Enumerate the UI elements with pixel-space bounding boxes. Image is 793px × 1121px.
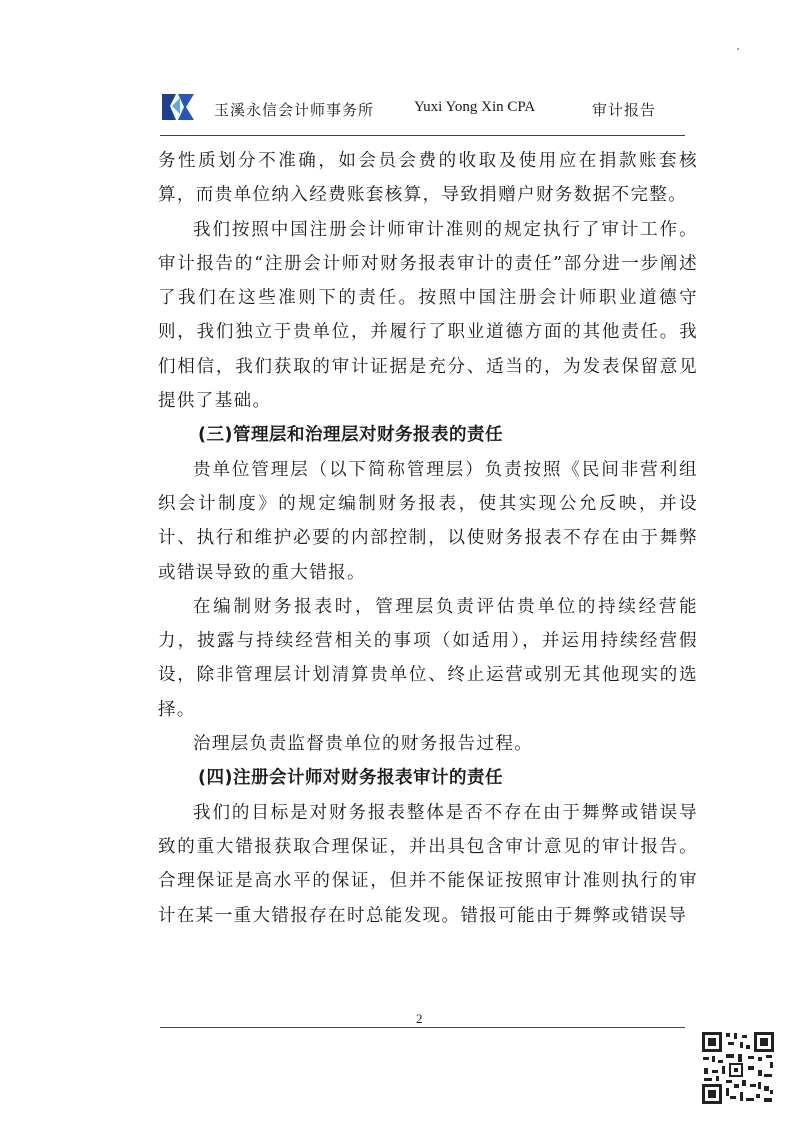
- scan-speck: [737, 48, 739, 50]
- document-type: 审计报告: [592, 101, 657, 119]
- firm-name-en: Yuxi Yong Xin CPA: [414, 99, 536, 115]
- page-header: [160, 92, 685, 138]
- page-number: 2: [416, 1011, 423, 1026]
- document-body: [158, 144, 698, 933]
- qr-code-icon: [700, 1030, 776, 1106]
- paragraph: 贵单位管理层（以下简称管理层）负责按照《民间非营利组织会计制度》的规定编制财务报表，使其实现公允反映，并设计、执行和维护必要的内部控制，以使财务报表不存在由于舞弊或错误导致的重大错报。: [158, 459, 698, 583]
- paragraph: 在编制财务报表时，管理层负责评估贵单位的持续经营能力，披露与持续经营相关的事项（如适用），并运用持续经营假设，除非管理层计划清算贵单位、终止运营或别无其他现实的选择。: [158, 596, 698, 720]
- header-rule: [160, 135, 685, 136]
- section-heading: (四)注册会计师对财务报表审计的责任: [198, 768, 503, 789]
- footer-rule: [160, 1027, 685, 1028]
- firm-name-cn: 玉溪永信会计师事务所: [214, 101, 375, 119]
- paragraph: 治理层负责监督贵单位的财务报告过程。: [193, 734, 534, 755]
- paragraph: 我们的目标是对财务报表整体是否不存在由于舞弊或错误导致的重大错报获取合理保证，并出具包含审计意见的审计报告。合理保证是高水平的保证，但并不能保证按照审计准则执行的审计在某一重大错报存在时总能发现。错报可能由于舞弊或错误导: [158, 802, 698, 926]
- firm-logo-icon: [160, 92, 196, 122]
- paragraph: 务性质划分不准确，如会员会费的收取及使用应在捐款账套核算，而贵单位纳入经费账套核算，导致捐赠户财务数据不完整。: [158, 151, 698, 206]
- section-heading: (三)管理层和治理层对财务报表的责任: [198, 425, 503, 446]
- paragraph: 我们按照中国注册会计师审计准则的规定执行了审计工作。审计报告的“注册会计师对财务报表审计的责任”部分进一步阐述了我们在这些准则下的责任。按照中国注册会计师职业道德守则，我们独立于贵单位，并履行了职业道德方面的其他责任。我们相信，我们获取的审计证据是充分、适当的，为发表保留意见提供了基础。: [158, 219, 698, 412]
